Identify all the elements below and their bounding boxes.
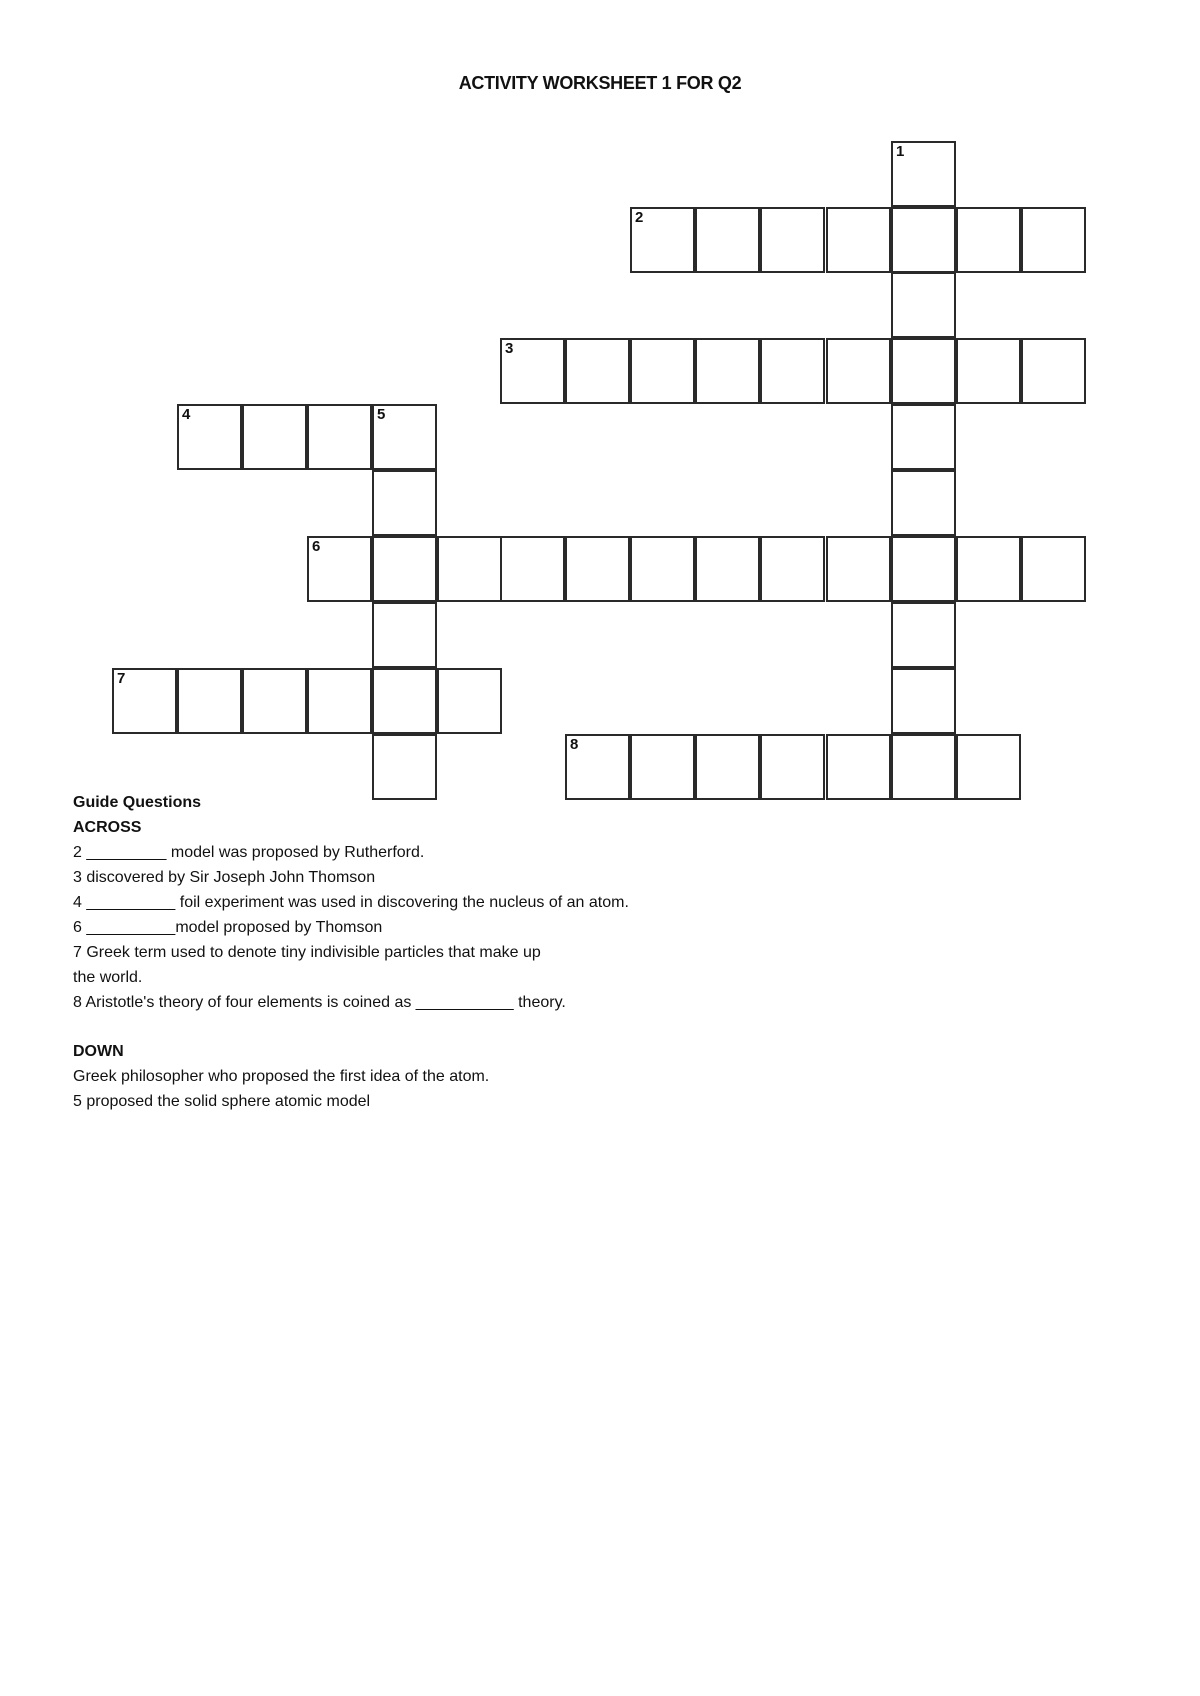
clue-number: 4 [182, 406, 191, 423]
crossword-cell[interactable] [437, 536, 502, 602]
across-heading: ACROSS [73, 819, 142, 836]
across-clue: 2 _________ model was proposed by Rutherford. [73, 844, 425, 861]
across-clue: 8 Aristotle's theory of four elements is coined as ___________ theory. [73, 994, 566, 1011]
crossword-cell[interactable] [826, 207, 891, 273]
crossword-cell[interactable] [1021, 207, 1086, 273]
crossword-cell[interactable] [500, 536, 565, 602]
crossword-cell[interactable] [437, 668, 502, 734]
guide-heading: Guide Questions [73, 794, 202, 811]
crossword-cell[interactable] [565, 338, 630, 404]
across-clue: the world. [73, 969, 143, 986]
crossword-cell[interactable] [695, 536, 760, 602]
worksheet-title: ACTIVITY WORKSHEET 1 FOR Q2 [458, 73, 742, 93]
crossword-cell[interactable] [891, 404, 956, 470]
crossword-cell[interactable] [565, 536, 630, 602]
crossword-cell[interactable] [372, 602, 437, 668]
across-clue: 6 __________model proposed by Thomson [73, 919, 383, 936]
crossword-cell[interactable] [826, 338, 891, 404]
crossword-cell[interactable] [956, 338, 1021, 404]
crossword-cell[interactable] [891, 338, 956, 404]
crossword-cell[interactable] [630, 207, 695, 273]
clue-number: 1 [896, 143, 905, 160]
crossword-cell[interactable] [630, 338, 695, 404]
crossword-cell[interactable] [372, 404, 437, 470]
crossword-cell[interactable] [760, 536, 825, 602]
crossword-cell[interactable] [372, 668, 437, 734]
down-clue: Greek philosopher who proposed the first idea of the atom. [73, 1068, 490, 1085]
down-clue: 5 proposed the solid sphere atomic model [73, 1093, 371, 1110]
crossword-cell[interactable] [1021, 536, 1086, 602]
crossword-cell[interactable] [372, 536, 437, 602]
crossword-cell[interactable] [307, 404, 372, 470]
across-clue: 4 __________ foil experiment was used in discovering the nucleus of an atom. [73, 894, 629, 911]
clue-number: 2 [635, 209, 644, 226]
crossword-cell[interactable] [695, 207, 760, 273]
down-heading: DOWN [73, 1043, 124, 1060]
crossword-grid [0, 0, 1200, 820]
spacer [73, 1015, 1073, 1039]
crossword-cell[interactable] [891, 668, 956, 734]
crossword-cell[interactable] [956, 536, 1021, 602]
guide-questions [73, 790, 1073, 1114]
crossword-cell[interactable] [760, 338, 825, 404]
crossword-cell[interactable] [1021, 338, 1086, 404]
crossword-cell[interactable] [891, 536, 956, 602]
crossword-cell[interactable] [630, 536, 695, 602]
crossword-cell[interactable] [177, 404, 242, 470]
crossword-cell[interactable] [242, 668, 307, 734]
across-clue: 7 Greek term used to denote tiny indivisible particles that make up [73, 944, 541, 961]
crossword-cell[interactable] [307, 536, 372, 602]
crossword-cell[interactable] [891, 272, 956, 338]
crossword-cell[interactable] [891, 207, 956, 273]
crossword-cell[interactable] [956, 207, 1021, 273]
crossword-cell[interactable] [891, 470, 956, 536]
crossword-cell[interactable] [177, 668, 242, 734]
crossword-cell[interactable] [760, 207, 825, 273]
crossword-cell[interactable] [695, 338, 760, 404]
crossword-cell[interactable] [891, 141, 956, 207]
crossword-cell[interactable] [891, 602, 956, 668]
crossword-cell[interactable] [500, 338, 565, 404]
crossword-cell[interactable] [242, 404, 307, 470]
clue-number: 3 [505, 340, 514, 357]
crossword-cell[interactable] [372, 470, 437, 536]
clue-number: 6 [312, 538, 321, 555]
across-clue: 3 discovered by Sir Joseph John Thomson [73, 869, 376, 886]
clue-number: 8 [570, 736, 579, 753]
crossword-cell[interactable] [112, 668, 177, 734]
clue-number: 5 [377, 406, 386, 423]
crossword-cell[interactable] [307, 668, 372, 734]
crossword-cell[interactable] [826, 536, 891, 602]
clue-number: 7 [117, 670, 126, 687]
